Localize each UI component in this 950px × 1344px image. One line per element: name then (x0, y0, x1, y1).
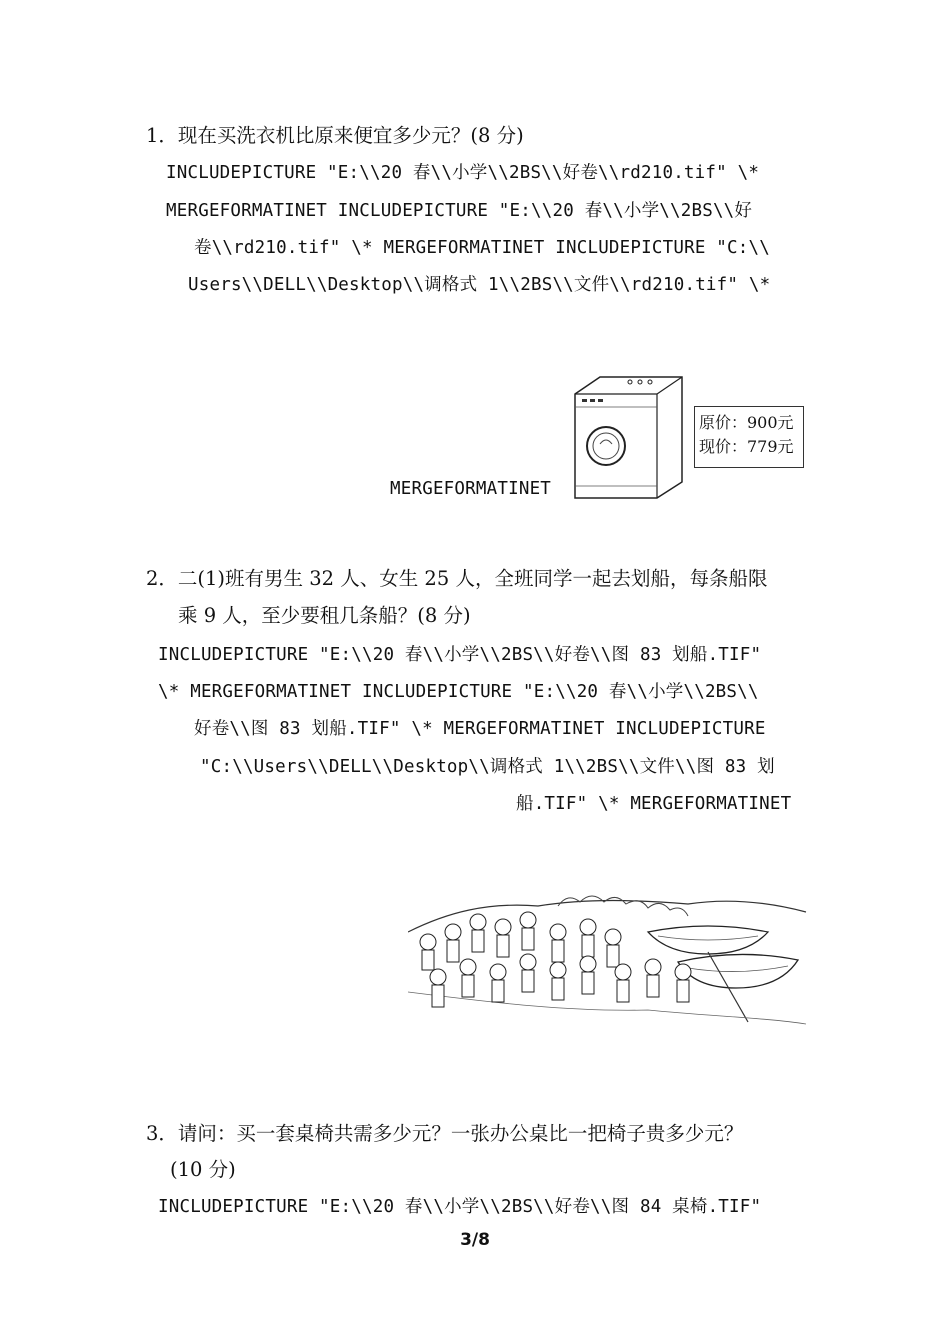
field-code-line: "C:\\Users\\DELL\\Desktop\\调格式 1\\2BS\\文件\\图 83 划 (200, 757, 775, 777)
field-code-line: MERGEFORMATINET (390, 479, 552, 499)
field-code-line: 船.TIF" \* MERGEFORMATINET (516, 794, 792, 814)
question-1-title: 1．现在买洗衣机比原来便宜多少元？(8 分) (146, 124, 524, 147)
field-code-line: INCLUDEPICTURE "E:\\20 春\\小学\\2BS\\好卷\\图 84 桌椅.TIF" (158, 1197, 762, 1217)
field-code-line: 卷\\rd210.tif" \* MERGEFORMATINET INCLUDEPICTURE "C:\\ (194, 238, 770, 258)
field-code-line: Users\\DELL\\Desktop\\调格式 1\\2BS\\文件\\rd210.tif" \* (188, 275, 771, 295)
field-code-line: INCLUDEPICTURE "E:\\20 春\\小学\\2BS\\好卷\\图 83 划船.TIF" (158, 645, 762, 665)
price-original: 原价：900元 (699, 413, 794, 432)
price-tag (694, 406, 804, 468)
question-2-title: 2．二(1)班有男生 32 人、女生 25 人，全班同学一起去划船，每条船限 (146, 567, 768, 590)
field-code-line: MERGEFORMATINET INCLUDEPICTURE "E:\\20 春\\小学\\2BS\\好 (166, 201, 753, 221)
price-current: 现价：779元 (699, 437, 794, 456)
field-code-line: INCLUDEPICTURE "E:\\20 春\\小学\\2BS\\好卷\\rd210.tif" \* (166, 163, 760, 183)
question-3-title: 3．请问：买一套桌椅共需多少元？一张办公桌比一把椅子贵多少元？ (146, 1122, 744, 1145)
field-code-line: 好卷\\图 83 划船.TIF" \* MERGEFORMATINET INCLUDEPICTURE (194, 719, 766, 739)
question-3-title-cont: (10 分) (170, 1158, 236, 1181)
page-number: 3/8 (460, 1230, 490, 1250)
field-code-line: \* MERGEFORMATINET INCLUDEPICTURE "E:\\20 春\\小学\\2BS\\ (158, 682, 759, 702)
question-2-title-cont: 乘 9 人，至少要租几条船？(8 分) (178, 604, 471, 627)
washing-machine-illustration (570, 374, 690, 500)
children-boats-illustration (408, 892, 808, 1028)
